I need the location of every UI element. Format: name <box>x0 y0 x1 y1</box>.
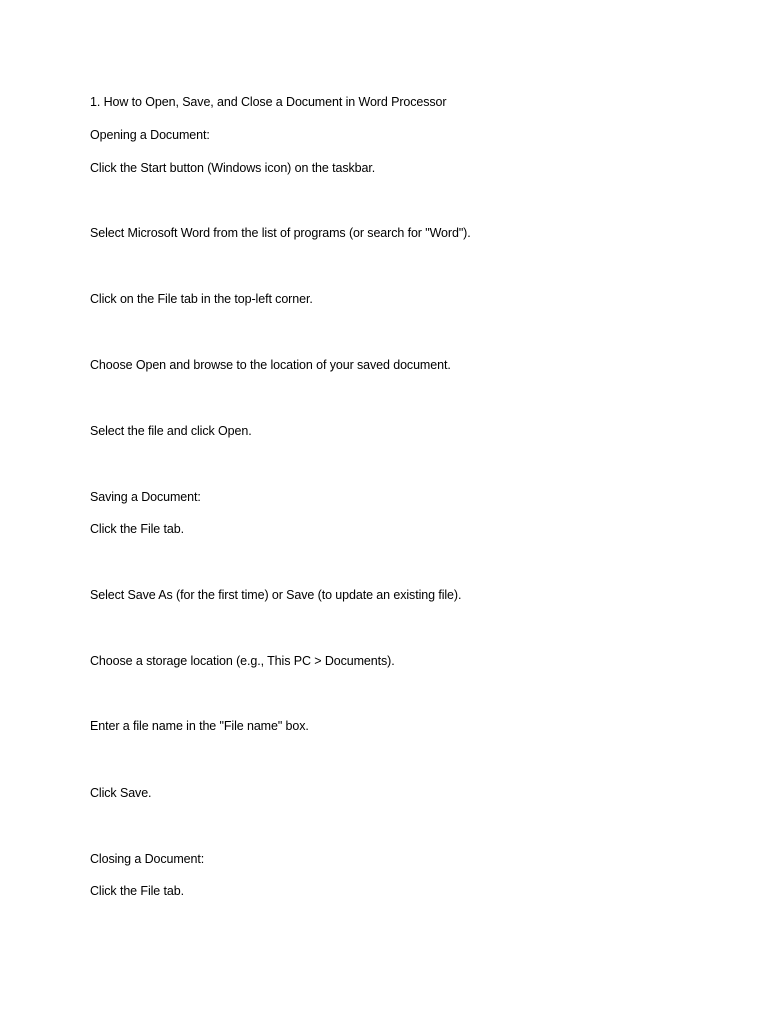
opening-step: Select Microsoft Word from the list of programs (or search for "Word"). <box>90 226 471 240</box>
saving-step: Click the File tab. <box>90 522 184 536</box>
section-heading-opening: Opening a Document: <box>90 128 210 142</box>
section-heading-saving: Saving a Document: <box>90 490 201 504</box>
document-title: 1. How to Open, Save, and Close a Document in Word Processor <box>90 95 447 109</box>
opening-step: Click on the File tab in the top-left corner. <box>90 292 313 306</box>
opening-step: Select the file and click Open. <box>90 424 252 438</box>
saving-step: Choose a storage location (e.g., This PC > Documents). <box>90 654 395 668</box>
opening-step: Click the Start button (Windows icon) on the taskbar. <box>90 161 376 175</box>
closing-step: Click the File tab. <box>90 884 184 898</box>
saving-step: Enter a file name in the "File name" box. <box>90 719 309 733</box>
section-heading-closing: Closing a Document: <box>90 852 205 866</box>
saving-step: Select Save As (for the first time) or Save (to update an existing file). <box>90 588 462 602</box>
saving-step: Click Save. <box>90 786 152 800</box>
opening-step: Choose Open and browse to the location of your saved document. <box>90 358 451 372</box>
